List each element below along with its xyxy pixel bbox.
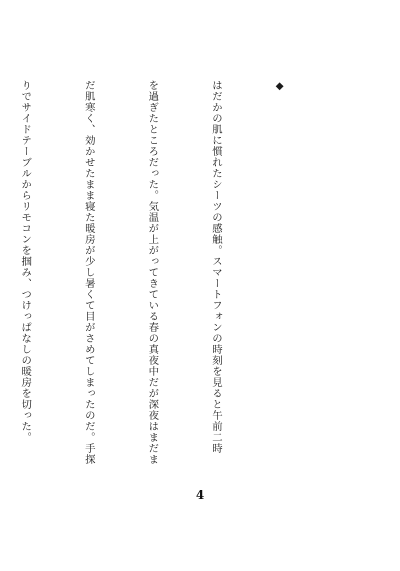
text-line: はだかの肌に慣れたシーツの感触。スマートフォンの時刻を見ると午前二時 [209, 80, 222, 454]
page-number: 4 [195, 488, 205, 502]
text-line: だ肌寒く、効かせたまま寝た暖房が少し暑くて目がさめてしまったのだ。手探 [82, 80, 95, 465]
vertical-text-block [0, 80, 332, 485]
text-line: りでサイドテーブルからリモコンを掴み、つけっぱなしの暖房を切った。 [19, 80, 32, 443]
text-line: を過ぎたところだった。気温が上がってきている春の真夜中だが深夜はまだま [146, 80, 159, 465]
section-marker: ◆ [273, 80, 286, 93]
